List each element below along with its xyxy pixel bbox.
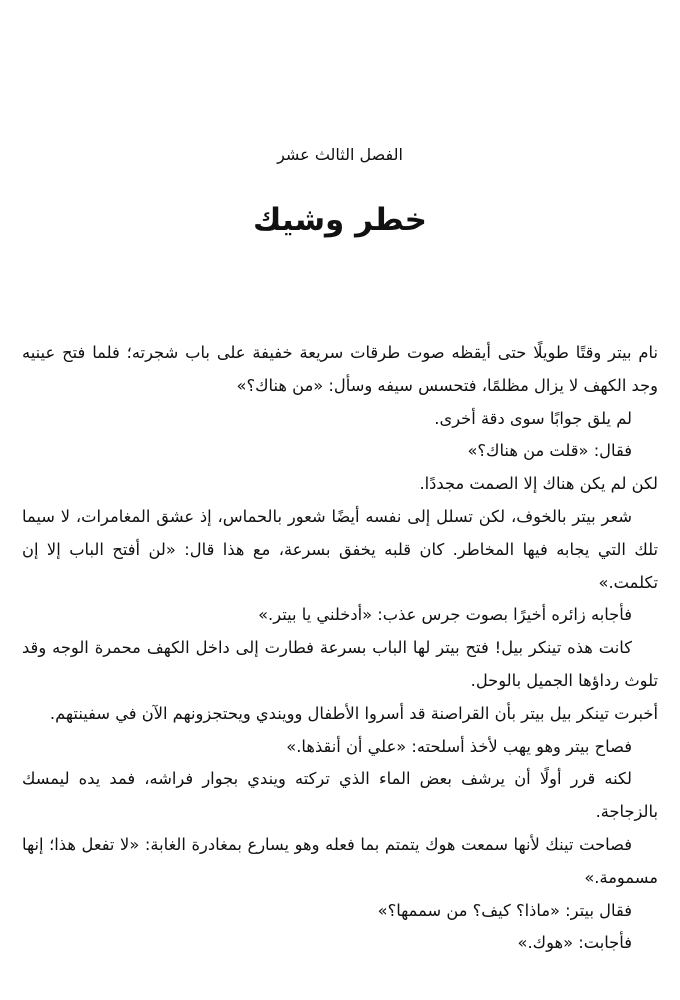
- paragraph: شعر بيتر بالخوف، لكن تسلل إلى نفسه أيضًا شعور بالحماس، إذ عشق المغامرات، لا سيما تلك التي يجابه فيها المخاطر. كان قلبه يخفق بسرعة، مع هذا قال: «لن أفتح الباب إلا إن تكلمت.»: [22, 506, 658, 592]
- paragraph: أخبرت تينكر بيل بيتر بأن القراصنة قد أسروا الأطفال وويندي ويحتجزونهم الآن في سفينتهم.: [49, 703, 658, 723]
- paragraph: لكنه قرر أولًا أن يرشف بعض الماء الذي تركته ويندي بجوار فراشه، فمد يده ليمسك بالزجاجة.: [22, 769, 658, 822]
- paragraph: فقال: «قلت من هناك؟»: [467, 441, 632, 461]
- paragraph: فأجابه زائره أخيرًا بصوت جرس عذب: «أدخلني يا بيتر.»: [258, 605, 632, 625]
- chapter-number: الفصل الثالث عشر: [277, 145, 403, 164]
- paragraph: لم يلق جوابًا سوى دقة أخرى.: [434, 408, 632, 428]
- paragraph: فصاحت تينك لأنها سمعت هوك يتمتم بما فعله وهو يسارع بمغادرة الغابة: «لا تفعل هذا؛ إنها مسمومة.»: [22, 834, 658, 887]
- paragraph: فأجابت: «هوك.»: [517, 933, 632, 953]
- paragraph: فصاح بيتر وهو يهب لأخذ أسلحته: «علي أن أنقذها.»: [286, 736, 632, 756]
- chapter-title: خطر وشيك: [253, 202, 427, 238]
- paragraph: نام بيتر وقتًا طويلًا حتى أيقظه صوت طرقات سريعة خفيفة على باب شجرته؛ فلما فتح عينيه وجد الكهف لا يزال مظلمًا، فتحسس سيفه وسأل: «من هناك؟»: [22, 343, 658, 395]
- paragraph: فقال بيتر: «ماذا؟ كيف؟ من سممها؟»: [377, 900, 632, 920]
- paragraph: كانت هذه تينكر بيل! فتح بيتر لها الباب بسرعة فطارت إلى داخل الكهف محمرة الوجه وقد تلوث رداؤها الجميل بالوحل.: [22, 638, 658, 690]
- chapter-body: [22, 337, 658, 960]
- paragraph: لكن لم يكن هناك إلا الصمت مجددًا.: [419, 474, 658, 494]
